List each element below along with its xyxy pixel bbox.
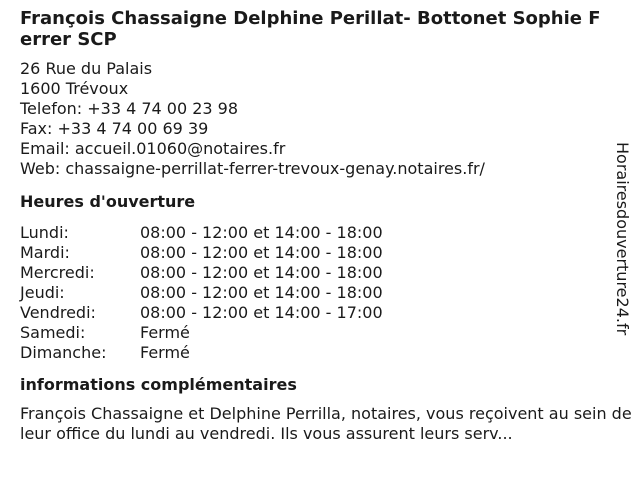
- opening-hours-heading: Heures d'ouverture: [20, 192, 196, 211]
- additional-info-heading: informations complémentaires: [20, 375, 297, 394]
- fax-number: Fax: +33 4 74 00 69 39: [20, 119, 209, 138]
- day-hours: 08:00 - 12:00 et 14:00 - 18:00: [140, 283, 383, 302]
- day-hours: Fermé: [140, 343, 190, 362]
- site-watermark: [612, 135, 632, 343]
- day-label: Jeudi:: [20, 283, 65, 302]
- day-hours: 08:00 - 12:00 et 14:00 - 17:00: [140, 303, 383, 322]
- email-address[interactable]: Email: accueil.01060@notaires.fr: [20, 139, 286, 158]
- business-name: François Chassaigne Delphine Perillat- Bottonet Sophie Ferrer SCP: [20, 8, 601, 50]
- day-label: Samedi:: [20, 323, 86, 342]
- day-label: Dimanche:: [20, 343, 107, 362]
- hours-row-saturday: [20, 323, 620, 343]
- additional-info-text: François Chassaigne et Delphine Perrilla, notaires, vous reçoivent au sein de leur office du lundi au vendredi. Ils vous assurent leurs serv...: [20, 404, 632, 443]
- hours-row-friday: [20, 303, 620, 323]
- address-street: 26 Rue du Palais: [20, 59, 153, 78]
- website-link[interactable]: Web: chassaigne-perrillat-ferrer-trevoux-genay.notaires.fr/: [20, 159, 485, 178]
- hours-row-tuesday: [20, 243, 620, 263]
- opening-hours-table: [20, 223, 620, 363]
- day-label: Lundi:: [20, 223, 69, 242]
- phone-number[interactable]: Telefon: +33 4 74 00 23 98: [20, 99, 239, 118]
- hours-row-sunday: [20, 343, 620, 363]
- day-label: Mercredi:: [20, 263, 95, 282]
- day-hours: 08:00 - 12:00 et 14:00 - 18:00: [140, 223, 383, 242]
- hours-row-wednesday: [20, 263, 620, 283]
- day-label: Vendredi:: [20, 303, 96, 322]
- hours-row-monday: [20, 223, 620, 243]
- day-hours: Fermé: [140, 323, 190, 342]
- address-city: 1600 Trévoux: [20, 79, 129, 98]
- contact-block: [20, 59, 620, 179]
- day-label: Mardi:: [20, 243, 70, 262]
- day-hours: 08:00 - 12:00 et 14:00 - 18:00: [140, 263, 383, 282]
- day-hours: 08:00 - 12:00 et 14:00 - 18:00: [140, 243, 383, 262]
- site-watermark-text: Horairesdouverture24.fr: [613, 142, 632, 336]
- hours-row-thursday: [20, 283, 620, 303]
